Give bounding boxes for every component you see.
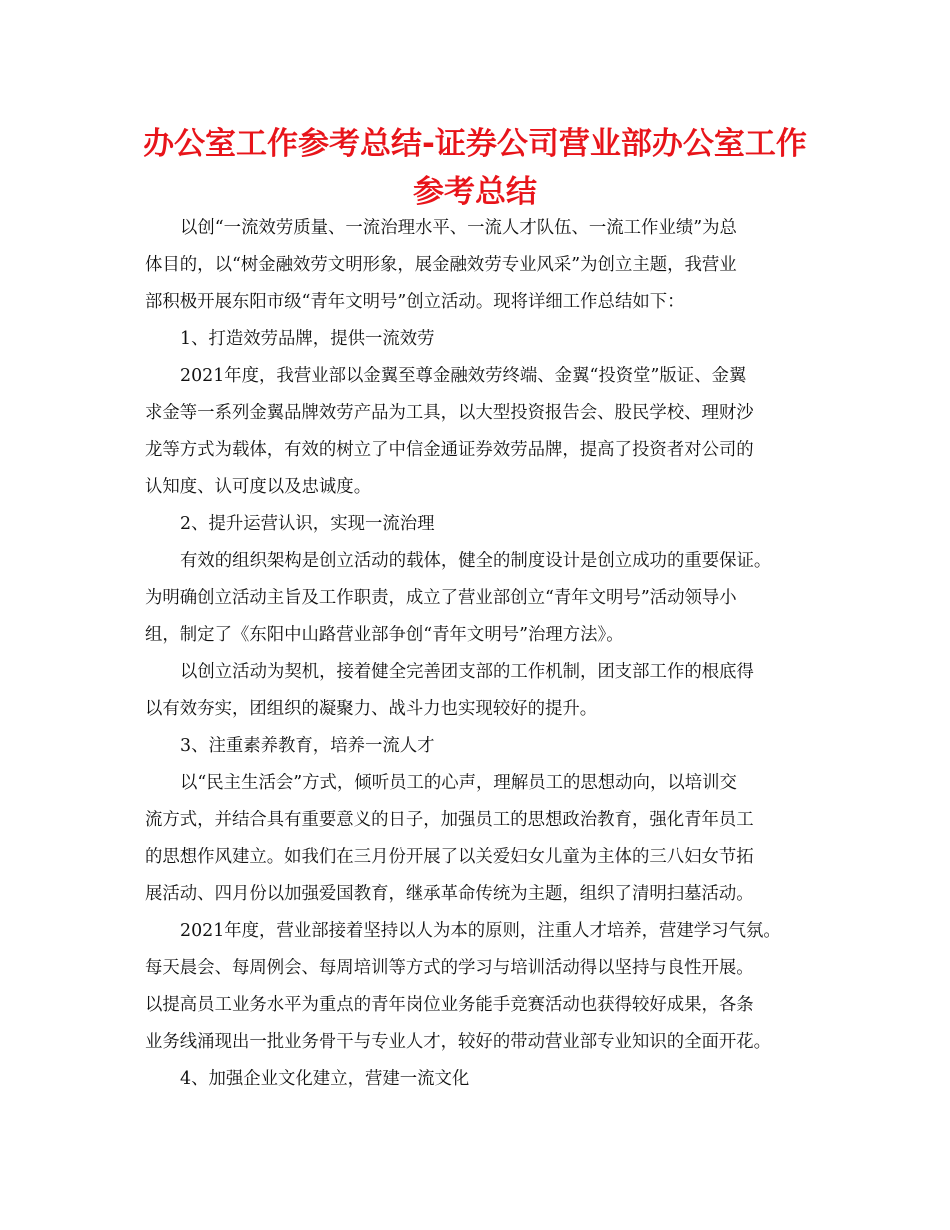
body-line: 以有效夯实，团组织的凝聚力、战斗力也实现较好的提升。 (145, 699, 598, 719)
body-line: 认知度、认可度以及忠诚度。 (145, 477, 372, 497)
body-line: 流方式，并结合具有重要意义的日子，加强员工的思想政治教育，强化青年员工 (145, 810, 754, 830)
body-line: 2021年度，我营业部以金翼至尊金融效劳终端、金翼“投资堂”版证、金翼 (180, 366, 747, 386)
body-line: 1、打造效劳品牌，提供一流效劳 (180, 329, 435, 349)
body-line: 为明确创立活动主旨及工作职责，成立了营业部创立“青年文明号”活动领导小 (145, 588, 737, 608)
body-line: 以创“一流效劳质量、一流治理水平、一流人才队伍、一流工作业绩”为总 (180, 218, 737, 238)
body-line: 展活动、四月份以加强爱国教育，继承革命传统为主题，组织了清明扫墓活动。 (145, 884, 754, 904)
document-title-line-2: 参考总结 (413, 174, 537, 210)
body-line: 业务线涌现出一批业务骨干与专业人才，较好的带动营业部专业知识的全面开花。 (145, 1032, 772, 1052)
body-line: 龙等方式为载体，有效的树立了中信金通证券效劳品牌，提高了投资者对公司的 (145, 440, 754, 460)
document-title-line-1: 办公室工作参考总结-证券公司营业部办公室工作 (143, 126, 807, 162)
body-line: 求金等一系列金翼品牌效劳产品为工具，以大型投资报告会、股民学校、理财沙 (145, 403, 754, 423)
body-line: 3、注重素养教育，培养一流人才 (180, 736, 435, 756)
body-line: 的思想作风建立。如我们在三月份开展了以关爱妇女儿童为主体的三八妇女节拓 (145, 847, 754, 867)
body-line: 以提高员工业务水平为重点的青年岗位业务能手竞赛活动也获得较好成果，各条 (145, 995, 754, 1015)
body-line: 组，制定了《东阳中山路营业部争创“青年文明号”治理方法》。 (145, 625, 624, 645)
body-line: 有效的组织架构是创立活动的载体，健全的制度设计是创立成功的重要保证。 (180, 551, 772, 571)
body-line: 2、提升运营认识，实现一流治理 (180, 514, 435, 534)
body-line: 4、加强企业文化建立，营建一流文化 (180, 1069, 470, 1089)
body-line: 每天晨会、每周例会、每周培训等方式的学习与培训活动得以坚持与良性开展。 (145, 958, 754, 978)
body-line: 以创立活动为契机，接着健全完善团支部的工作机制，团支部工作的根底得 (180, 662, 754, 682)
body-line: 2021年度，营业部接着坚持以人为本的原则，注重人才培养，营建学习气氛。 (180, 921, 781, 941)
body-line: 体目的，以“树金融效劳文明形象，展金融效劳专业风采”为创立主题，我营业 (145, 255, 737, 275)
body-line: 部积极开展东阳市级“青年文明号”创立活动。现将详细工作总结如下： (145, 292, 685, 312)
document-body (145, 210, 810, 1098)
body-line: 以“民主生活会”方式，倾听员工的心声，理解员工的思想动向，以培训交 (180, 773, 737, 793)
